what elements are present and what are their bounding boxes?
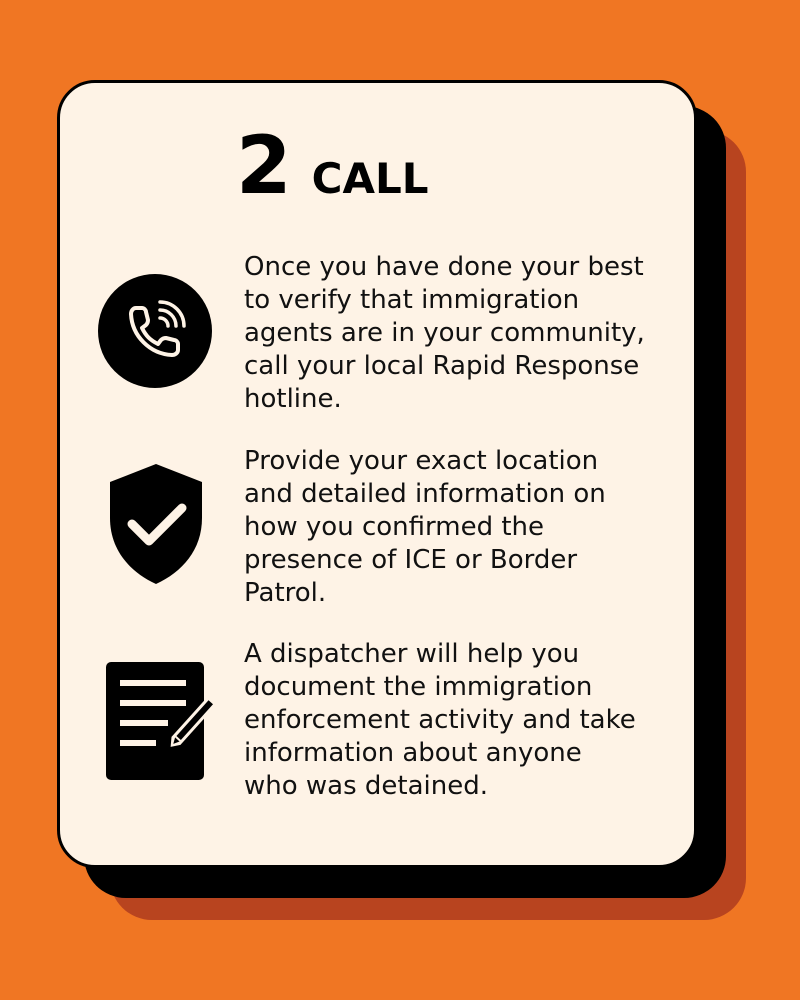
document-pen-icon — [106, 662, 226, 782]
step-number: 2 — [236, 119, 290, 212]
step-item-1-text: Once you have done your best to verify that immigration agents are in your community, call your local Rapid Response hotline. — [244, 252, 645, 414]
shield-check-icon — [106, 462, 206, 586]
step-item-2-text: Provide your exact location and detailed information on how you confirmed the presence of ICE or Border Patrol. — [244, 446, 606, 608]
phone-call-icon — [98, 274, 212, 388]
section-title — [236, 119, 429, 212]
step-heading: CALL — [311, 154, 429, 203]
step-item-3-text: A dispatcher will help you document the immigration enforcement activity and take information about anyone who was detained. — [244, 639, 636, 801]
